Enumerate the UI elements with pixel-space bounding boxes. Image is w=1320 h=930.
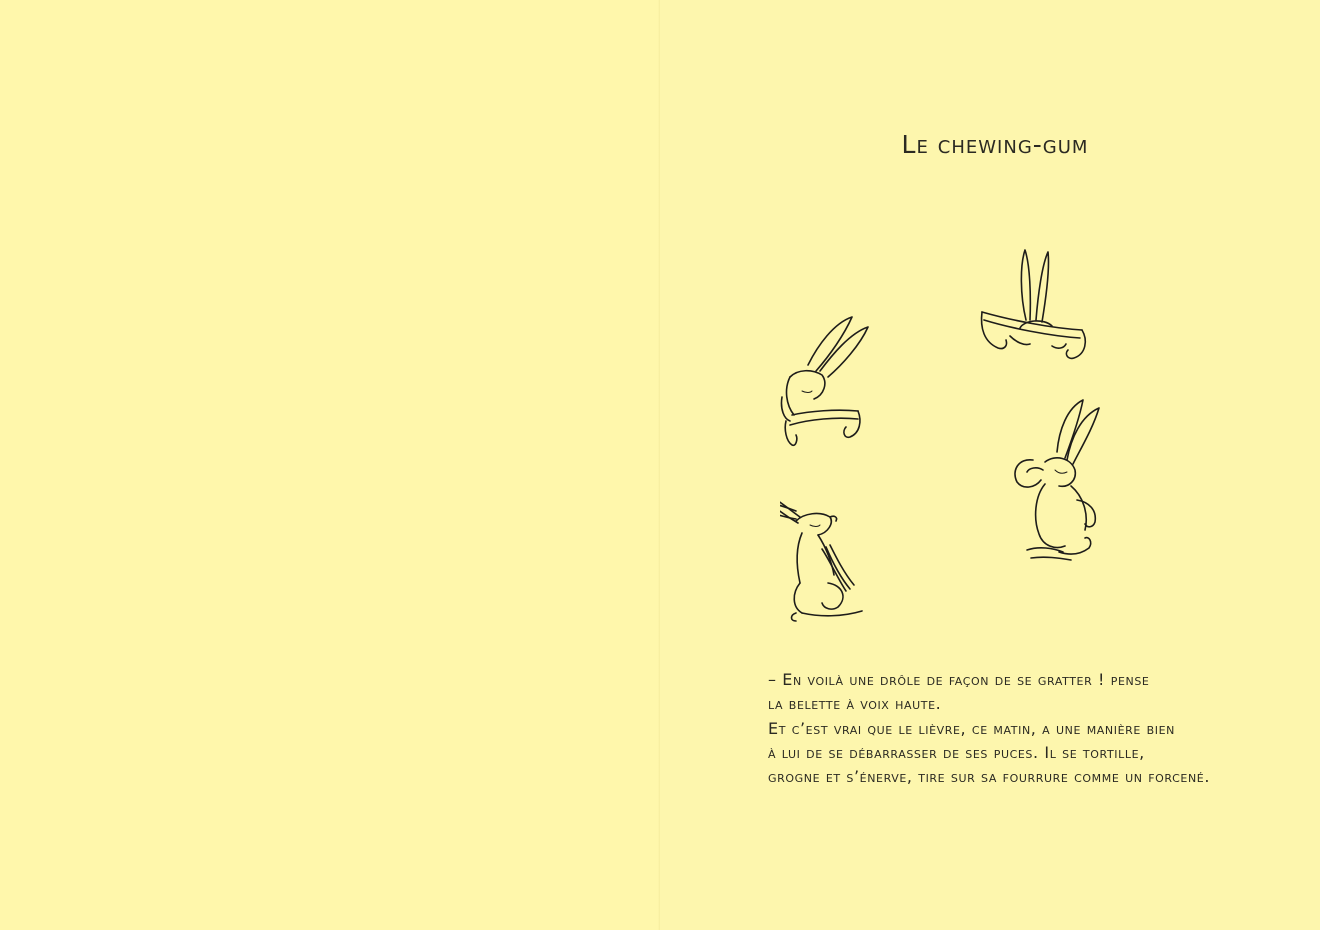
text-line: grogne et s’énerve, tire sur sa fourrure comme un forcené. (768, 767, 1211, 787)
rabbit-left (781, 317, 868, 445)
rabbits-drawing-icon (780, 240, 1140, 640)
text-line: à lui de se débarrasser de ses puces. Il se tortille, (768, 742, 1145, 762)
text-line: Et c’est vrai que le lièvre, ce matin, a une manière bien (768, 718, 1175, 738)
right-page (660, 0, 1320, 930)
chapter-title: Le chewing-gum (901, 130, 1089, 159)
rabbit-top (982, 250, 1086, 358)
story-paragraph (768, 668, 1288, 789)
rabbit-right (1015, 400, 1099, 560)
text-line: la belette à voix haute. (768, 694, 942, 714)
text-line: – En voilà une drôle de façon de se gratter ! pense (768, 670, 1150, 689)
rabbit-bottom (780, 491, 862, 621)
